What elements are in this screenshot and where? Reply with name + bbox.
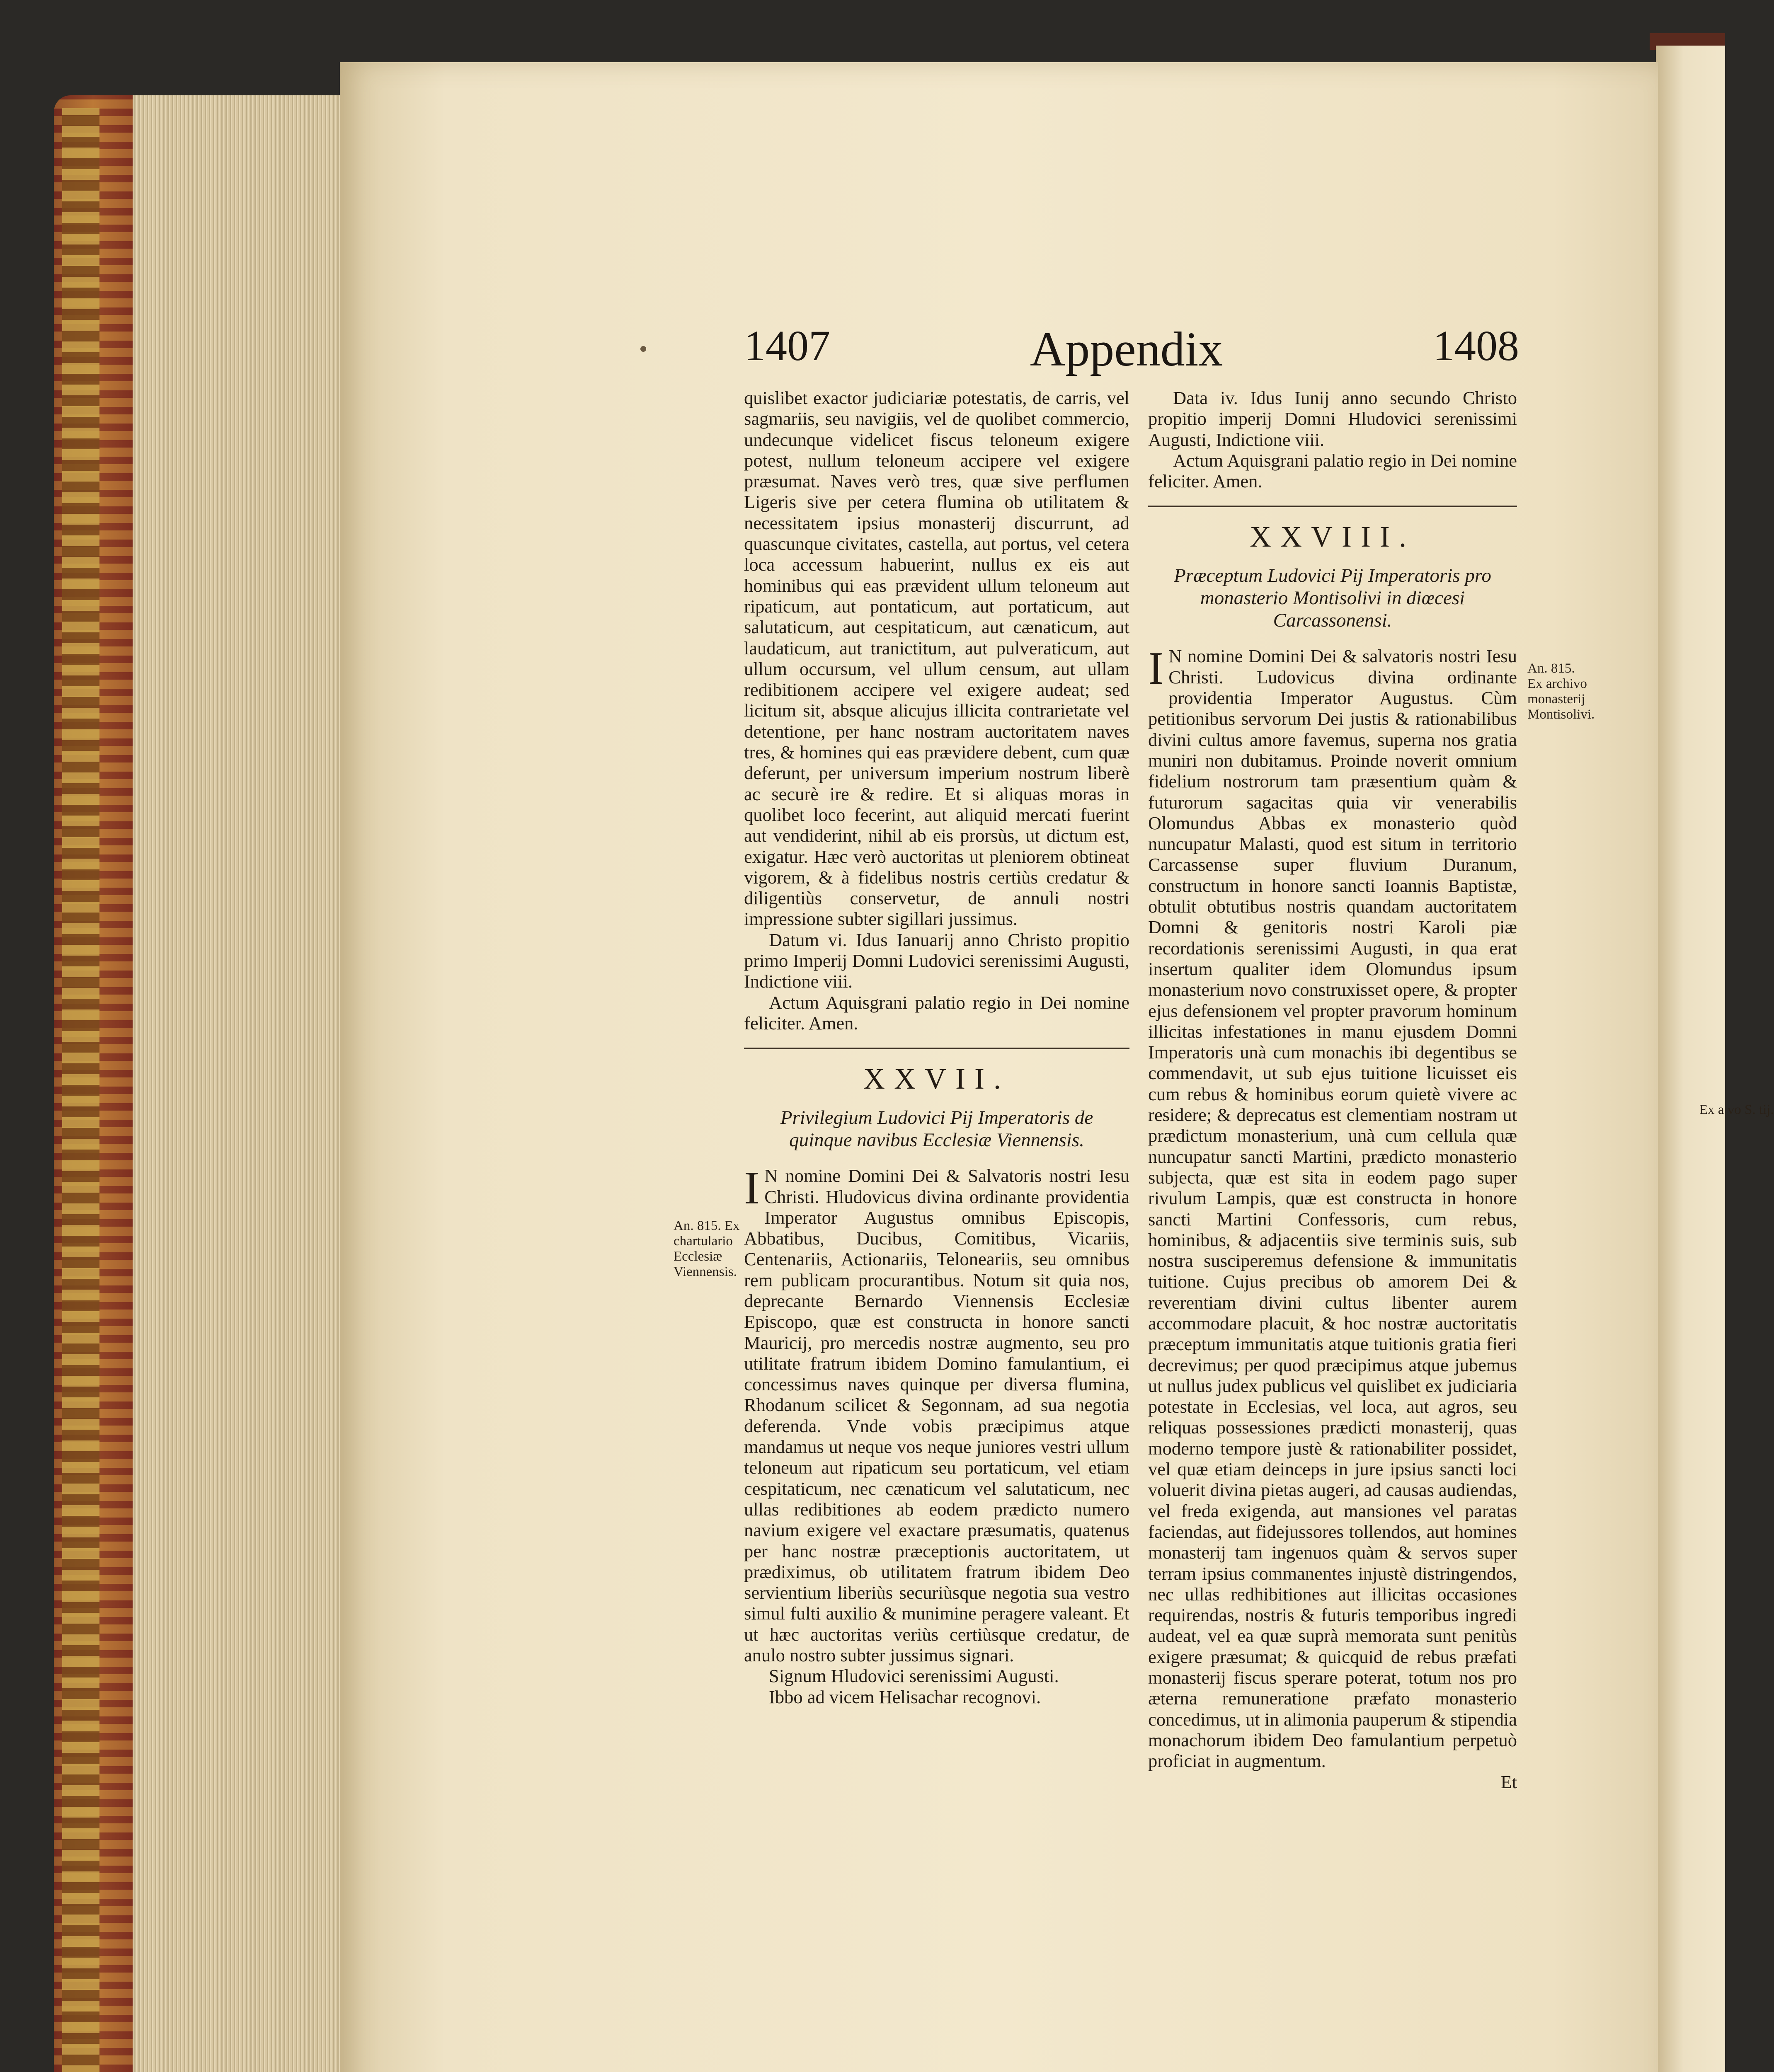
section-title: Privilegium Ludovici Pij Imperatoris de quinque navibus Ecclesiæ Viennensis. <box>780 1107 1093 1151</box>
paragraph-actum: Actum Aquisgrani palatio regio in Dei nomine feliciter. Amen. <box>1148 450 1517 492</box>
charter-body: N nomine Domini Dei & Salvatoris nostri Iesu Christi. Hludovicus divina ordinante providentia Imperator Augustus omnibus Episcopis, Abbatibus, Ducibus, Comitibus, Vicariis, Centenariis, Actionariis, Telonearіis, seu omnibus rem publicam procurantibus. Notum sit quia nos, deprecante Bernardo Viennensis Ecclesiæ Episcopo, quæ est constructa in honore sancti Mauricij, pro mercedis nostræ augmento, seu pro utilitate fratrum ibidem Domino famulantium, ei concessimus naves quinque per diversa flumina, Rhodanum scilicet & Segonnam, ad sua negotia deferenda. Vnde vobis præcipimus atque mandamus ut neque vos neque juniores vestri ullum teloneum aut ripaticum seu portaticum, vel etiam cespitaticum, nec cænaticum vel salutaticum, nec ullas redibitiones ab eodem prædicto numero navium exigere vel exactare præsumatis, quatenus per hanc nostræ præceptionis auctoritatem, ut prædiximus, ob utilitatem fratrum ibidem Deo servientium liberiùs securiùsque negotia sua vestro simul fulti auxilio & munimine peragere valeant. Et ut hæc auctoritas veriùs certiùsque credatur, de anulo nostro subter jussimus signari. <box>744 1165 1129 1666</box>
charter-body: N nomine Domini Dei & salvatoris nostri Iesu Christi. Ludovicus divina ordinante providentia Imperator Augustus. Cùm petitionibus servorum Dei justis & rationabilibus divini cultus amore favemus, superna nos gratia muniri non dubitamus. Proinde noverit omnium fidelium nostrorum tam præsentium quàm & futurorum sagacitas quia vir venerabilis Olomundus Abbas ex monasterio quòd nuncupatur Malasti, quod est situm in territorio Carcassense super fluvium Duranum, constructum in honore sancti Ioannis Baptistæ, obtulit obtutibus nostris quandam auctoritatem Domni & genitoris nostri Karoli piæ recordationis serenissimi Augusti, in qua erat insertum qualiter idem Olomundus ipsum monasterium novo construxisset opere, & propter ejus defensionem vel propter pravorum hominum illicitas infestationes in manu ejusdem Domni Imperatoris unà cum monachis ibi degentibus se commendavit, ut sub ejus tuitione licuisset eis cum rebus & hominibus eorum quietè vivere ac residere; & deprecatus est clementiam nostram ut prædictum monasterium, unà cum cellula quæ nuncupatur sancti Martini, prædicto monasterio subjecta, quæ est sita in eodem pago super rivulum Lampis, quæ est constructa in honore sancti Martini Confessoris, cum rebus, hominibus, & adjacentiis sive terminis suis, sub nostra susciperemus defensione & immunitatis tuitione. Cujus precibus ob amorem Dei & reverentiam divini cultus libenter aurem accommodare placuit, & hoc nostræ auctoritatis præceptum immunitatis atque tuitionis gratia fieri decrevimus; per quod præcipimus atque jubemus ut nullus judex publicus vel quislibet ex judiciaria potestate in Ecclesias, vel loca, aut agros, seu reliquas possessiones prædicti monasterij, quas moderno tempore justè & rationabiliter possidet, vel quæ etiam deinceps in jure ipsius sancti loci voluerit divina pietas augeri, ad causas audiendas, vel freda exigenda, aut mansiones vel paratas faciendas, aut fidejussores tollendos, aut homines monasterij tam ingenuos quàm & servos super terram ipsius commanentes injustè distringendos, nec ullas redhibitiones aut illicitas occasiones requirendas, nostris & futuris temporibus ingredi audeat, vel ea quæ suprà memorata sunt penitùs exigere præsumat; & quicquid de rebus præfati monasterij fiscus sperare poterat, totum nos pro æterna remuneratione præfato monasterio concedimus, ut in alimonia pauperum & stipendia monachorum ibidem Deo famulantium perpetuò proficiat in augmentum. <box>1148 646 1517 1772</box>
drop-capital: I <box>1148 643 1164 695</box>
section-title: Præceptum Ludovici Pij Imperatoris pro monasterio Montisolivi in diœcesi Carcassonensi. <box>1174 565 1491 632</box>
margin-note-right: An. 815. Ex archivo monasterij Montisolivi. <box>1527 661 1595 722</box>
section-rule <box>744 1048 1129 1049</box>
signature-line: Signum Hludovici serenissimi Augusti. <box>769 1665 1059 1687</box>
section-rule <box>1148 506 1517 507</box>
section-number: XXVII. <box>863 1062 1010 1096</box>
margin-note-left: An. 815. Ex chartulario Ecclesiæ Viennensis. <box>674 1218 740 1279</box>
ink-spot <box>640 346 646 352</box>
paragraph-dating: Data iv. Idus Iunij anno secundo Christo propitio imperij Domni Hludovici serenissimi Augusti, Indictione viii. <box>1148 387 1517 450</box>
page-fore-edge <box>133 95 348 2072</box>
paragraph-actum: Actum Aquisgrani palatio regio in Dei nomine feliciter. Amen. <box>744 992 1129 1034</box>
recognition-line: Ibbo ad vicem Helisachar recognovi. <box>769 1686 1041 1707</box>
section-number: XXVIII. <box>1250 520 1415 554</box>
paragraph-dating: Datum vi. Idus Ianuarij anno Christo propitio primo Imperij Domni Ludovici serenissimi Augusti, Indictione viii. <box>744 929 1129 992</box>
paragraph: quislibet exactor judiciariæ potestatis, de carris, vel sagmariis, seu navigiis, vel de quolibet commercio, undecunque videlicet fiscus teloneum exigere potest, nullum teloneum accipere vel exigere præsumat. Naves verò tres, quæ sive perflumen Ligeris sive per cetera flumina ob utilitatem & necessitatem ipsius monasterij discurrunt, ad quascunque civitates, castella, aut portus, vel cetera loca accessum habuerint, nullus ex eis aut hominibus qui eas prævident ullum teloneum aut ripaticum, aut pontaticum, aut portaticum, aut salutaticum, aut cespitaticum, aut cænaticum, aut laudaticum, aut tranictitum, aut pulveraticum, aut ullum occursum, vel ullum censum, aut ullam redibitionem accipere vel exigere audeat; sed licitum sit, absque alicujus illicita contrarietate vel detentione, per hanc nostram auctoritatem naves tres, & homines qui eas prævidere debent, cum quæ deferunt, per universum imperium nostrum liberè ac securè ire & redire. Et si aliquas moras in quolibet loco fecerint, aut aliquid mercati fuerint aut vendiderint, nihil ab eis prorsùs, ut dictum est, exigatur. Hæc verò auctoritas ut pleniorem obtineat vigorem, & à fidelibus nostris certiùs credatur & diligentiùs conservetur, de annuli nostri impressione subter sigillari jussimus. <box>744 387 1129 929</box>
margin-note-facing-page: Ex a vo S. tij. <box>1699 1102 1774 1117</box>
page-number-right: 1408 <box>1433 322 1519 370</box>
running-header <box>744 321 1519 379</box>
right-column <box>1148 387 1517 1792</box>
running-title: Appendix <box>1030 322 1223 376</box>
left-column <box>744 387 1129 1707</box>
gilt-binding-decoration <box>62 108 99 2072</box>
page-number-left: 1407 <box>744 322 830 370</box>
catchword: Et <box>1500 1771 1517 1792</box>
drop-capital: I <box>744 1162 760 1214</box>
